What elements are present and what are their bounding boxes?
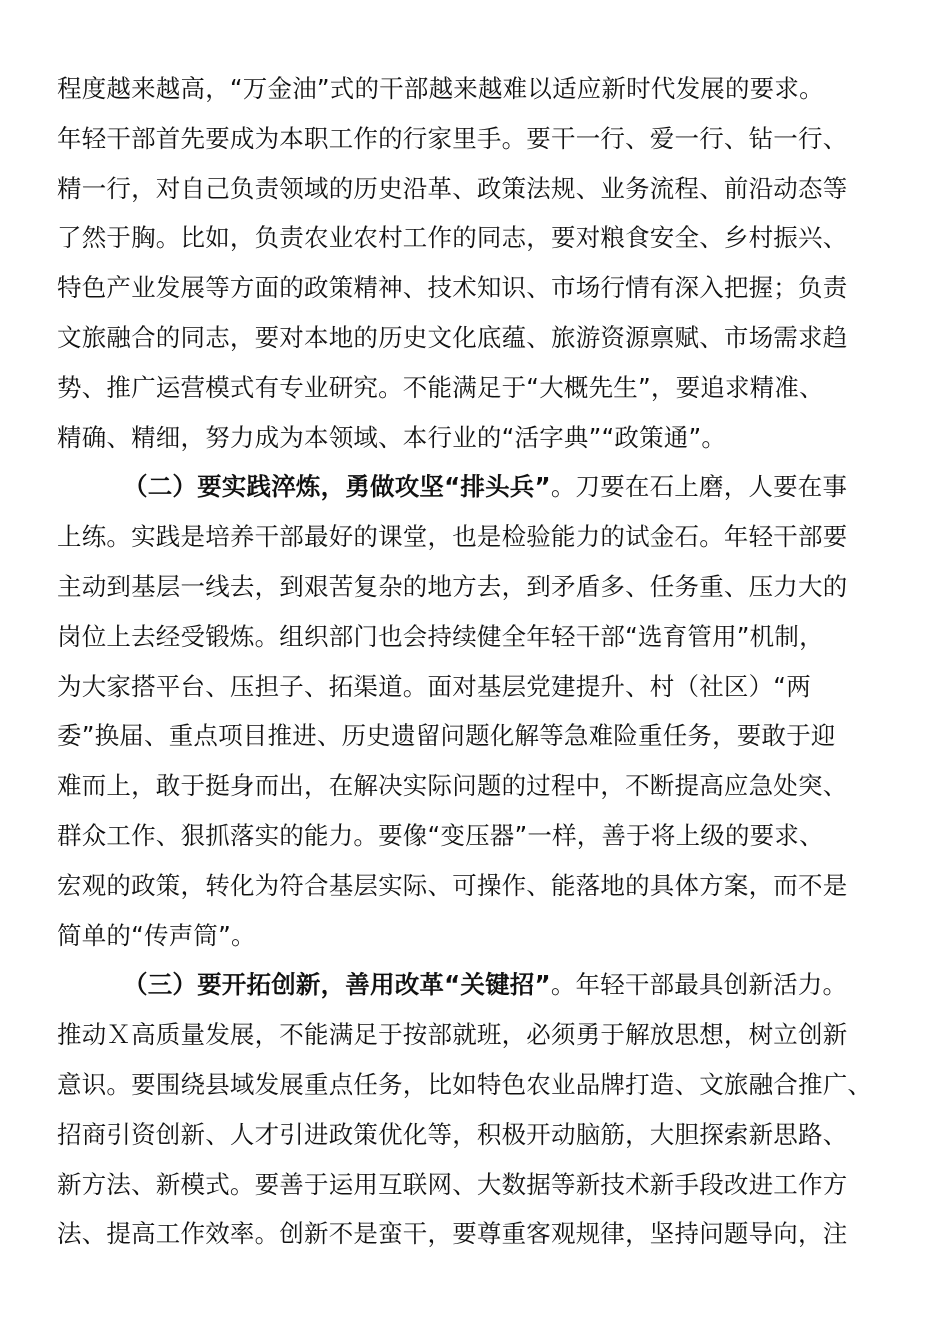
text-line: 年轻干部首先要成为本职工作的行家里手。要干一行、爱一行、钻一行、: [57, 123, 848, 153]
text-line: 宏观的政策，转化为符合基层实际、可操作、能落地的具体方案，而不是: [57, 870, 848, 900]
section-lead-text: 。刀要在石上磨，人要在事: [550, 472, 848, 502]
section-heading-2: （二）要实践淬炼，勇做攻坚“排头兵”: [123, 472, 551, 502]
text-line: 招商引资创新、人才引进政策优化等，积极开动脑筋，大胆探索新思路、: [57, 1119, 848, 1149]
text-line: 文旅融合的同志，要对本地的历史文化底蕴、旅游资源禀赋、市场需求趋: [57, 322, 848, 352]
section-heading-3: （三）要开拓创新，善用改革“关键招”: [123, 970, 551, 1000]
section-lead-text: 。年轻干部最具创新活力。: [550, 970, 848, 1000]
text-line: 简单的“传声筒”。: [57, 920, 256, 950]
text-line: 新方法、新模式。要善于运用互联网、大数据等新技术新手段改进工作方: [57, 1169, 848, 1199]
text-line: 程度越来越高，“万金油”式的干部越来越难以适应新时代发展的要求。: [57, 74, 824, 103]
text-line: 上练。实践是培养干部最好的课堂，也是检验能力的试金石。年轻干部要: [57, 522, 848, 552]
text-line: 特色产业发展等方面的政策精神、技术知识、市场行情有深入把握；负责: [57, 273, 848, 303]
text-line: 势、推广运营模式有专业研究。不能满足于“大概先生”，要追求精准、: [57, 372, 824, 402]
document-page: [57, 72, 897, 1267]
section-heading-line: [57, 470, 897, 520]
text-line: 主动到基层一线去，到艰苦复杂的地方去，到矛盾多、任务重、压力大的: [57, 571, 848, 601]
section-heading-line: [57, 968, 897, 1018]
text-line: 推动Ｘ高质量发展，不能满足于按部就班，必须勇于解放思想，树立创新: [57, 1020, 848, 1050]
text-line: 群众工作、狠抓落实的能力。要像“变压器”一样，善于将上级的要求、: [57, 820, 824, 850]
text-line: 了然于胸。比如，负责农业农村工作的同志，要对粮食安全、乡村振兴、: [57, 223, 848, 253]
text-line: 法、提高工作效率。创新不是蛮干，要尊重客观规律，坚持问题导向，注: [57, 1219, 848, 1249]
text-line: 为大家搭平台、压担子、拓渠道。面对基层党建提升、村（社区）“两: [57, 671, 811, 701]
text-line: 难而上，敢于挺身而出，在解决实际问题的过程中，不断提高应急处突、: [57, 771, 848, 801]
text-line: 意识。要围绕县域发展重点任务，比如特色农业品牌打造、文旅融合推广、: [57, 1069, 873, 1099]
text-line: 精一行，对自己负责领域的历史沿革、政策法规、业务流程、前沿动态等: [57, 173, 848, 203]
text-line: 委”换届、重点项目推进、历史遗留问题化解等急难险重任务，要敢于迎: [57, 721, 836, 751]
text-line: 岗位上去经受锻炼。组织部门也会持续健全年轻干部“选育管用”机制，: [57, 621, 824, 651]
text-line: 精确、精细，努力成为本领域、本行业的“活字典”“政策通”。: [57, 422, 727, 452]
